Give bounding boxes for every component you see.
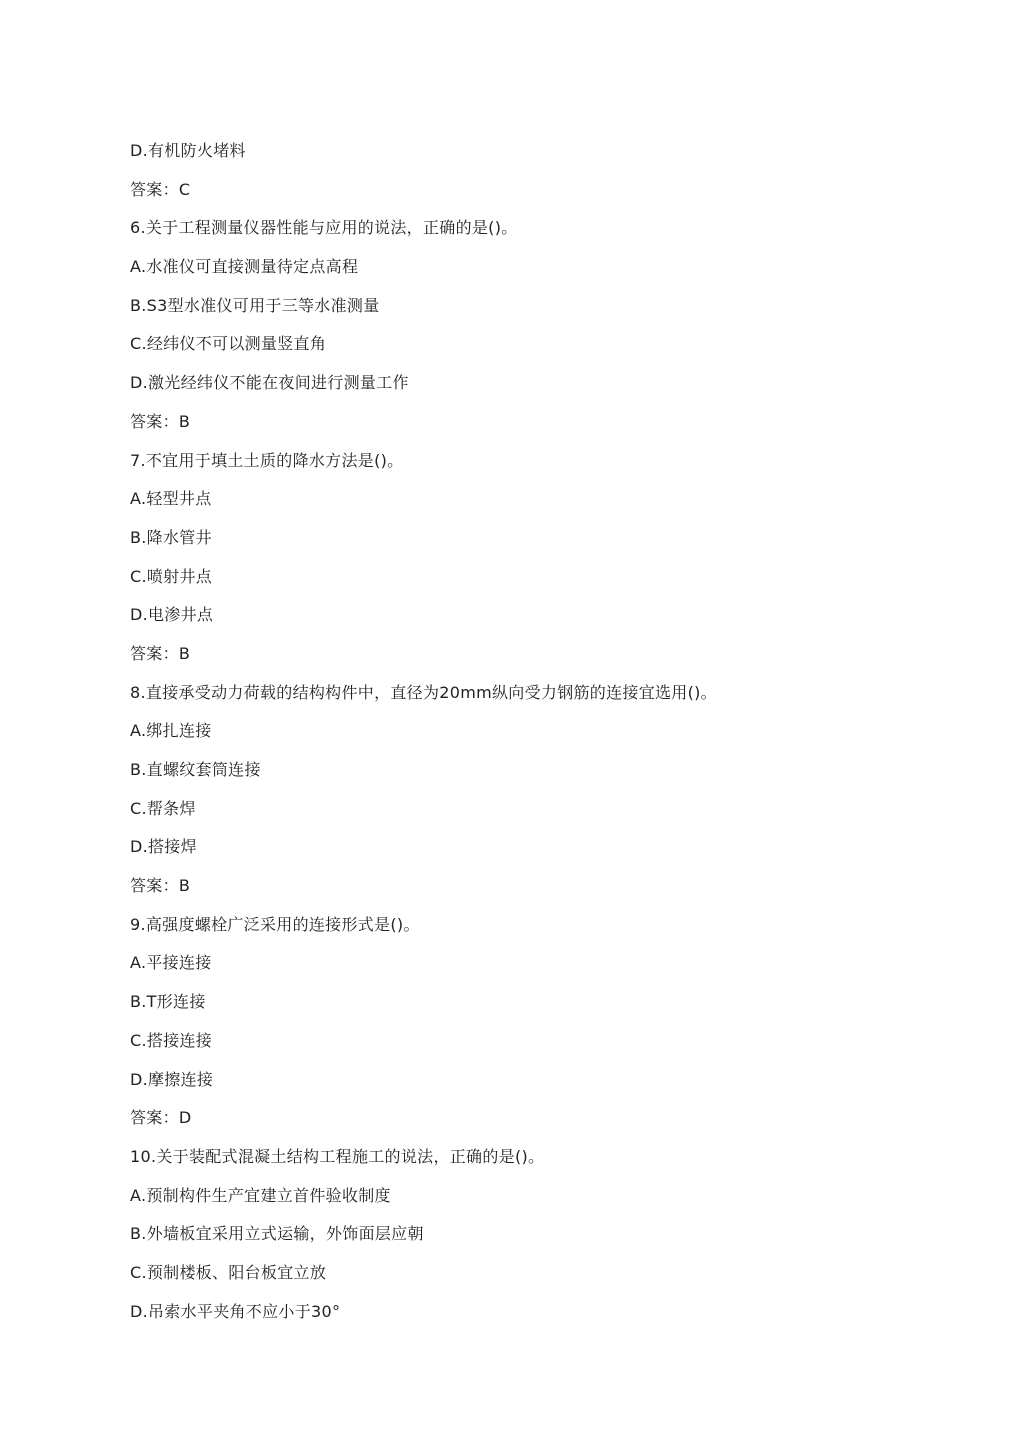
option-line: B.降水管井 <box>130 527 212 547</box>
option-line: B.S3型水准仪可用于三等水准测量 <box>130 295 380 315</box>
option-line: A.轻型井点 <box>130 489 212 509</box>
option-line: A.水准仪可直接测量待定点高程 <box>130 257 359 277</box>
question-line: 6.关于工程测量仪器性能与应用的说法，正确的是()。 <box>130 218 518 238</box>
question-line: 8.直接承受动力荷载的结构构件中，直径为20mm纵向受力钢筋的连接宜选用()。 <box>130 682 717 702</box>
option-line: C.预制楼板、阳台板宜立放 <box>130 1262 327 1282</box>
option-line: B.外墙板宜采用立式运输，外饰面层应朝 <box>130 1224 424 1244</box>
option-line: D.摩擦连接 <box>130 1069 214 1089</box>
question-line: 7.不宜用于填土土质的降水方法是()。 <box>130 450 404 470</box>
option-line: B.T形连接 <box>130 992 206 1012</box>
option-line: D.搭接焊 <box>130 837 197 857</box>
answer-line: 答案：D <box>130 1108 192 1128</box>
option-line: A.预制构件生产宜建立首件验收制度 <box>130 1185 391 1205</box>
answer-line: 答案：B <box>130 411 191 431</box>
question-line: 10.关于装配式混凝土结构工程施工的说法，正确的是()。 <box>130 1146 545 1166</box>
option-line: D.吊索水平夹角不应小于30° <box>130 1301 341 1321</box>
option-line: A.绑扎连接 <box>130 721 212 741</box>
option-line: D.有机防火堵料 <box>130 141 246 160</box>
option-line: D.电渗井点 <box>130 605 214 625</box>
option-line: B.直螺纹套筒连接 <box>130 760 261 779</box>
option-line: C.搭接连接 <box>130 1030 213 1050</box>
answer-line: 答案：B <box>130 643 191 663</box>
question-list <box>130 138 990 1337</box>
option-line: A.平接连接 <box>130 953 212 973</box>
question-line: 9.高强度螺栓广泛采用的连接形式是()。 <box>130 914 420 934</box>
option-line: C.喷射井点 <box>130 566 213 586</box>
option-line: D.激光经纬仪不能在夜间进行测量工作 <box>130 373 409 393</box>
option-line: C.帮条焊 <box>130 798 196 818</box>
answer-line: 答案：C <box>130 179 191 199</box>
answer-line: 答案：B <box>130 876 191 896</box>
option-line: C.经纬仪不可以测量竖直角 <box>130 334 327 354</box>
